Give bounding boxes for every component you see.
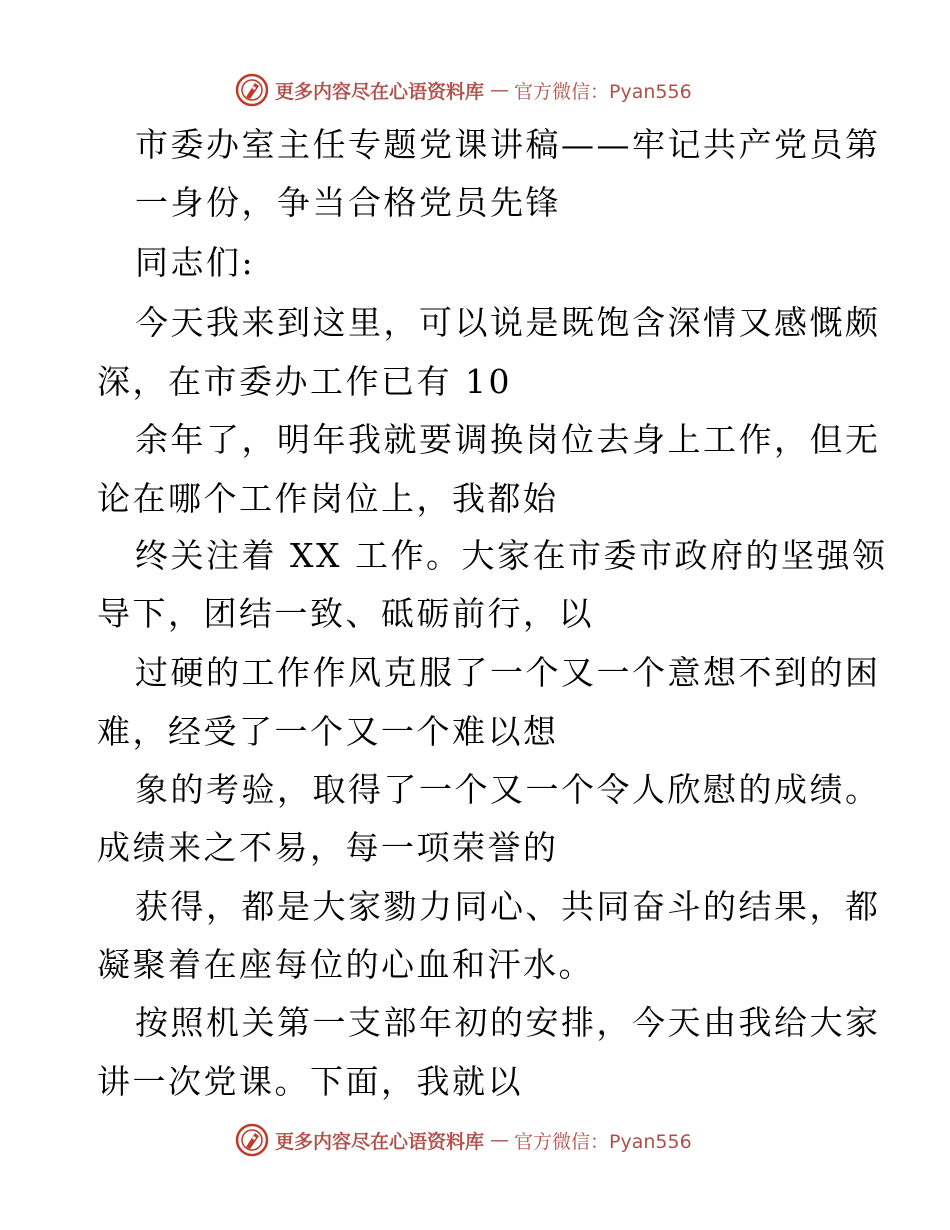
footer-banner	[235, 1123, 692, 1157]
paragraph-line: 按照机关第一支部年初的安排，今天由我给大家	[135, 1003, 881, 1042]
pen-nib-circle-icon	[235, 73, 269, 107]
title-line-2: 一身份，争当合格党员先锋	[135, 183, 561, 222]
paragraph-line: 过硬的工作作风克服了一个又一个意想不到的困	[135, 653, 881, 692]
pen-nib-circle-icon	[235, 1123, 269, 1157]
paragraph-line: 获得，都是大家勠力同心、共同奋斗的结果，都	[135, 887, 881, 926]
paragraph-line: 讲一次党课。下面，我就以	[97, 1062, 523, 1101]
title-line-1: 市委办室主任专题党课讲稿——牢记共产党员第	[135, 125, 881, 164]
salutation: 同志们:	[135, 243, 256, 282]
paragraph-line: 余年了，明年我就要调换岗位去身上工作，但无	[135, 420, 881, 459]
footer-wechat: 官方微信：Pyan556	[514, 1130, 692, 1153]
paragraph-line: 论在哪个工作岗位上，我都始	[97, 479, 559, 518]
paragraph-line: 今天我来到这里，可以说是既饱含深情又感慨颇	[135, 303, 881, 342]
paragraph-line: 难，经受了一个又一个难以想	[97, 712, 559, 751]
header-wechat: 官方微信：Pyan556	[514, 80, 692, 103]
header-banner	[235, 73, 692, 107]
footer-dash: —	[490, 1129, 509, 1151]
header-slogan: 更多内容尽在心语资料库	[275, 80, 485, 103]
header-dash: —	[490, 79, 509, 101]
paragraph-line: 导下，团结一致、砥砺前行，以	[97, 594, 594, 633]
paragraph-line: 成绩来之不易，每一项荣誉的	[97, 828, 559, 867]
paragraph-line: 终关注着 XX 工作。大家在市委市政府的坚强领	[135, 536, 888, 575]
paragraph-line: 凝聚着在座每位的心血和汗水。	[97, 945, 594, 984]
paragraph-line: 深，在市委办工作已有 10	[97, 362, 512, 401]
footer-slogan: 更多内容尽在心语资料库	[275, 1130, 485, 1153]
paragraph-line: 象的考验，取得了一个又一个令人欣慰的成绩。	[135, 770, 881, 809]
